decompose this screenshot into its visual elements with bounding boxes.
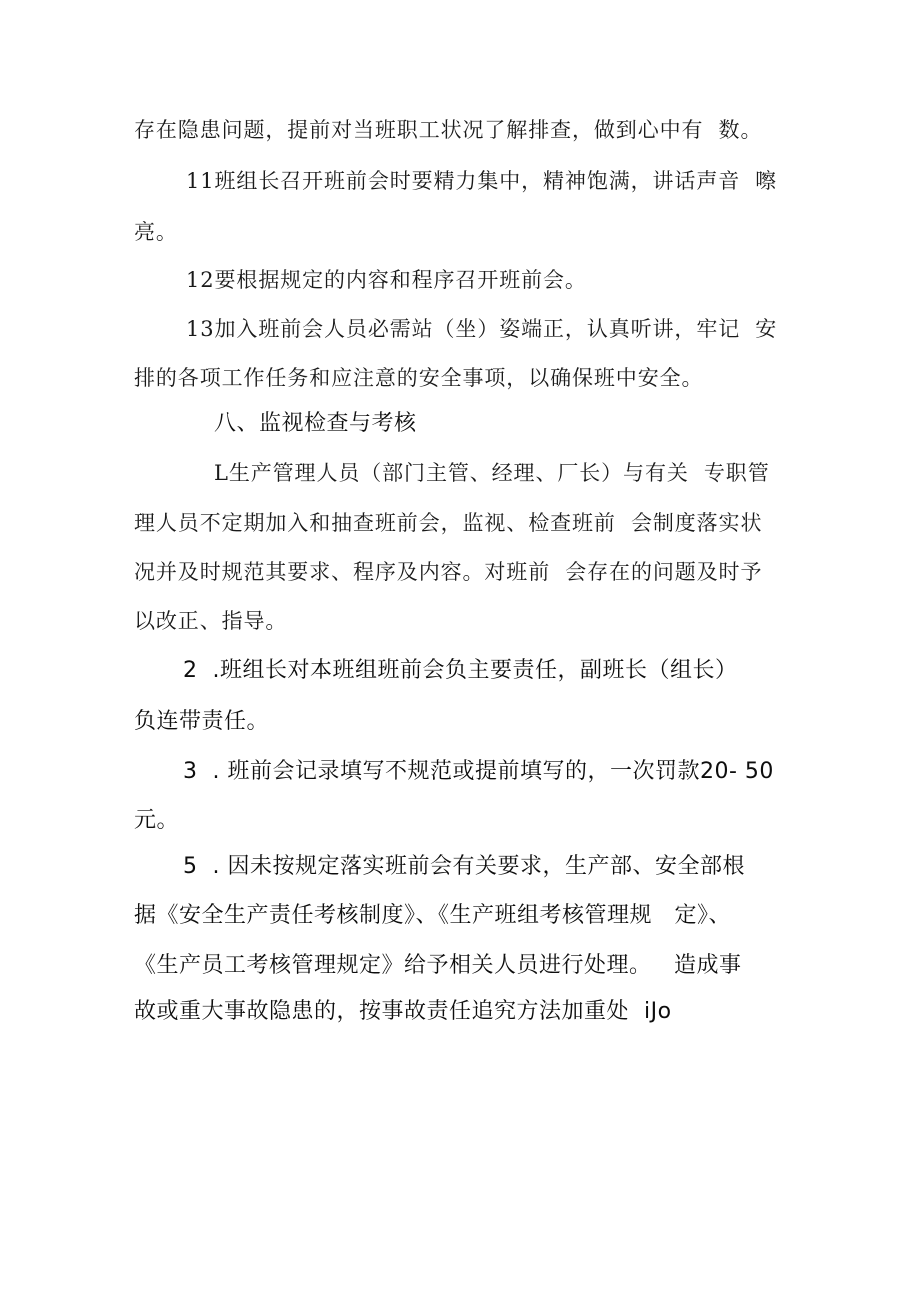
item-3-line-2: 元。 [134,808,180,833]
item-5-line-4: 故或重大事故隐患的，按事故责任追究方法加重处 iJo [134,999,672,1024]
paragraph-11-line-2: 亮。 [134,220,178,244]
paragraph-10-line-2: 存在隐患问题，提前对当班职工状况了解排查，做到心中有 数。 [134,118,763,142]
item-1-line-2: 理人员不定期加入和抽查班前会，监视、检查班前 会制度落实状 [134,511,763,535]
paragraph-12-line-1: 12要根据规定的内容和程序召开班前会。 [186,268,587,292]
paragraph-13-line-1: 13加入班前会人员必需站（坐）姿端正，认真听讲，牢记 安 [186,317,778,341]
item-2-line-1: 2 .班组长对本班组班前会负主要责任，副班长（组长） [183,658,738,683]
paragraph-11-line-1: 11班组长召开班前会时要精力集中，精神饱满，讲话声音 嚓 [186,169,778,193]
item-5-line-2: 据《安全生产责任考核制度》、《生产班组考核管理规 定》、 [134,903,731,928]
item-1-line-3: 况并及时规范其要求、程序及内容。对班前 会存在的问题及时予 [134,560,763,584]
section-8-heading: 八、监视检查与考核 [214,411,417,436]
item-1-line-1: L生产管理人员（部门主管、经理、厂长）与有关 专职管 [214,461,770,485]
item-5-line-1: 5 . 因未按规定落实班前会有关要求，生产部、安全部根 [183,854,745,879]
paragraph-13-line-2: 排的各项工作任务和应注意的安全事项，以确保班中安全。 [134,366,704,390]
item-3-line-1: 3 . 班前会记录填写不规范或提前填写的，一次罚款20- 50 [183,759,774,784]
item-1-line-4: 以改正、指导。 [134,609,288,633]
item-2-line-2: 负连带责任。 [134,709,270,734]
item-5-line-3: 《生产员工考核管理规定》给予相关人员进行处理。 造成事 [134,953,742,978]
